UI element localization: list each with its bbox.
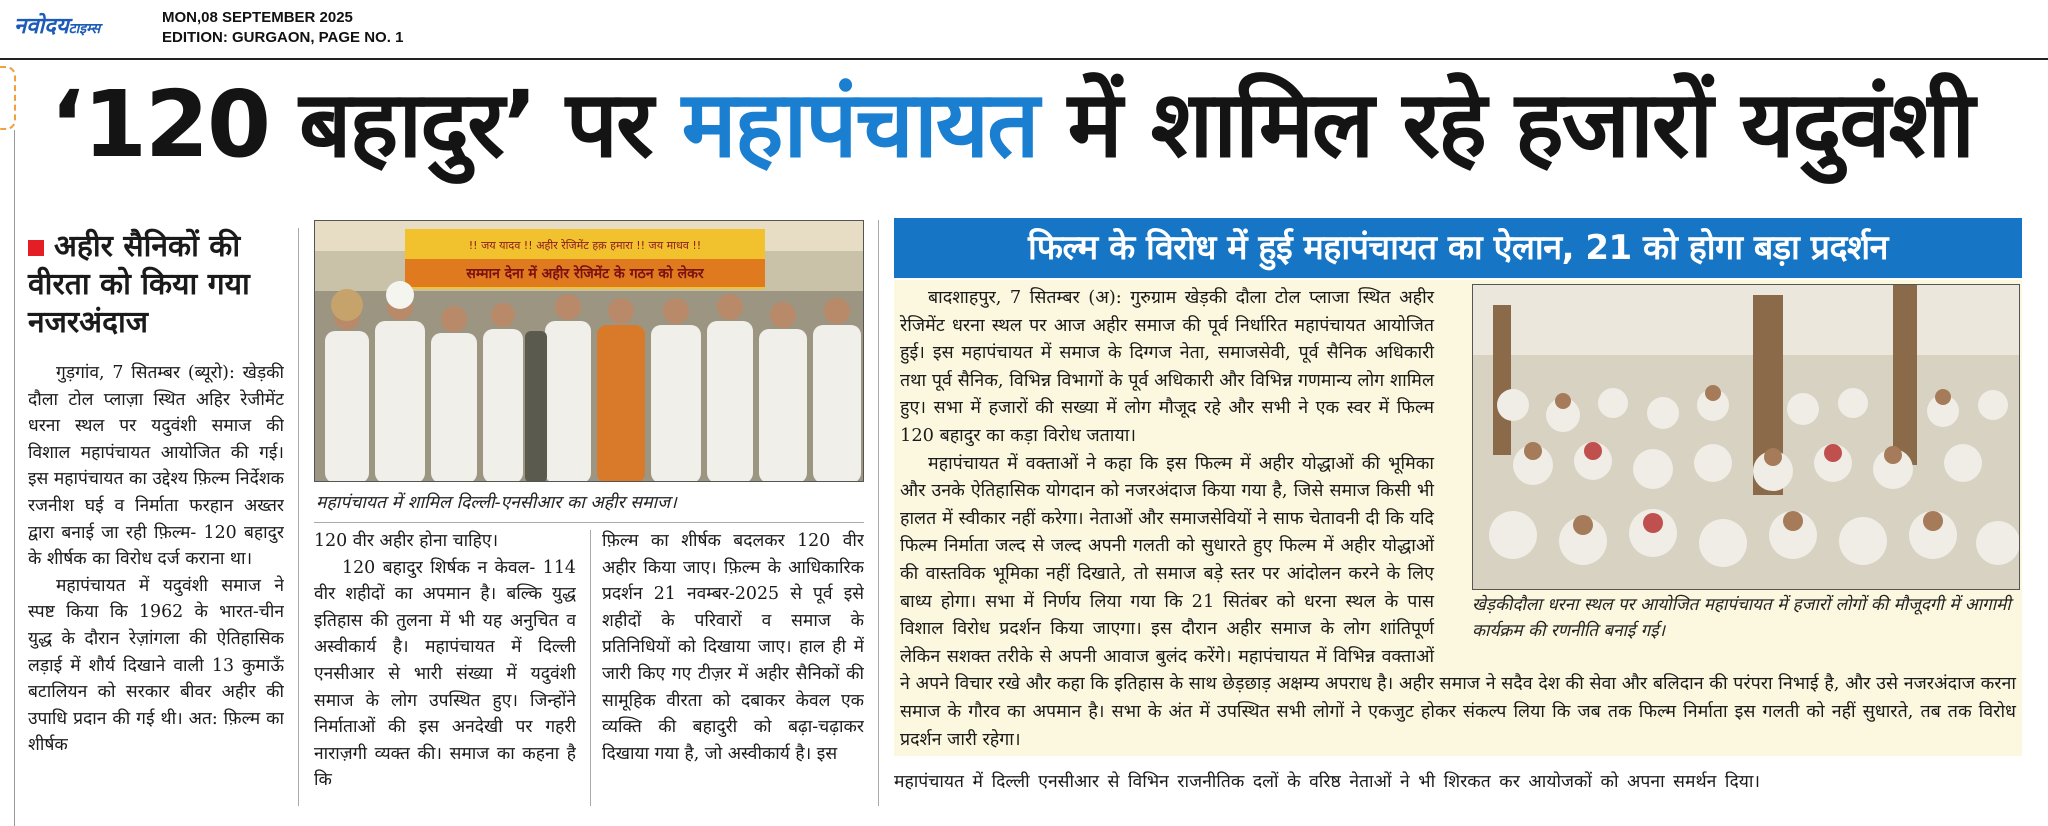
- sub-article-panel: [894, 280, 2022, 756]
- col1-paragraph-1: गुड़गांव, 7 सितम्बर (ब्यूरो): खेड़की दौला टोल प्लाज़ा स्थित अहिर रेजीमेंट धरना स्थल पर यदुवंशी समाज की विशाल महापंचायत आयोजित की गई। इस महापंचायत का उद्देश्य फ़िल्म निर्देशक रजनीश घई व निर्माता फरहान अख्तर द्वारा बनाई जा रही फ़िल्म- 120 बहादुर के शीर्षक का विरोध दर्ज कराना था।: [28, 363, 284, 570]
- red-square-bullet: [28, 240, 44, 256]
- brand-name: नवोदय: [14, 14, 69, 39]
- photo-leaders-illustration: [315, 221, 864, 482]
- sub-paragraph-2: महापंचायत में वक्ताओं ने कहा कि इस फिल्म में अहीर योद्धाओं की भूमिका और उनके ऐतिहासिक योगदान को नजरअंदाज किया गया है, जिसे समाज किसी भी हालत में स्वीकार नहीं करेगा। नेताओं और समाजसेवियों ने साफ चेतावनी दी कि यदि फिल्म निर्माता जल्द से जल्द अपनी गलती को सुधारते हुए फिल्म में अहीर योद्धाओं की वास्तविक भूमिका नहीं दिखाते, तो समाज बड़े स्तर पर आंदोलन करने के लिए बाध्य होगा। सभा में निर्णय लिया गया कि 21 सितंबर को धरना स्थल के पास विशाल विरोध प्रदर्शन किया जाएगा। इस दौरान अहीर समाज के लोग शांतिपूर्ण लेकिन सशक्त तरीके से अपनी आवाज बुलंद करेंगे। महापंचायत में विभिन्न वक्ताओं ने अपने विचार रखे और कहा कि इतिहास के साथ छेड़छाड़ अक्षम्य अपराध है। अहीर समाज ने सदैव देश की सेवा और बलिदान की परंपरा निभाई है, और उसे नजरअंदाज करना समाज के गौरव का अपमान है। सभा के अंत में उपस्थित सभी लोगों ने एकजुट होकर संकल्प लिया कि जब तक फिल्म निर्माता इस गलती को नहीं सुधारते, तब तक विरोध प्रदर्शन जारी रहेगा।: [900, 452, 2016, 750]
- article-column-3: [602, 528, 864, 806]
- article-column-1: [28, 360, 284, 806]
- brand-sub: टाइम्स: [68, 21, 101, 37]
- sub-article-banner: फिल्म के विरोध में हुई महापंचायत का ऐलान, 21 को होगा बड़ा प्रदर्शन: [894, 218, 2022, 278]
- edition-page: EDITION: GURGAON, PAGE NO. 1: [162, 29, 404, 46]
- sub-article-body: [900, 284, 2016, 753]
- photo-float-spacer: [1434, 284, 2016, 654]
- masthead: [0, 0, 2048, 60]
- side-heading-text: अहीर सैनिकों की वीरता को किया गया नजरअंदाज: [28, 229, 250, 340]
- photo-banner-line-1: !! जय यादव !! अहीर रेजिमेंट हक़ हमारा !! जय माधव !!: [468, 239, 702, 252]
- photo-banner-line-2: सम्मान देना में अहीर रेजिमेंट के गठन को लेकर: [466, 266, 704, 282]
- article-column-2: [314, 528, 576, 806]
- edition-info: [162, 8, 403, 48]
- headline-part-2: में शामिल रहे हजारों यदुवंशी: [1037, 71, 1974, 178]
- headline-part-1: ‘120 बहादुर’ पर: [50, 71, 682, 178]
- page-tab: [0, 66, 16, 130]
- col2-paragraph-1: 120 वीर अहीर होना चाहिए।: [314, 531, 499, 551]
- main-headline: [50, 66, 2010, 186]
- left-rule: [14, 130, 15, 826]
- col1-paragraph-2: महापंचायत में यदुवंशी समाज ने स्पष्ट किया कि 1962 के भारत-चीन युद्ध के दौरान रेज़ांगला की ऐतिहासिक लड़ाई में शौर्य दिखाने वाली 13 कुमाऊँ बटालियन को सरकार बीवर अहीर की उपाधि प्रदान की गई थी। अत: फ़िल्म का शीर्षक: [28, 575, 284, 756]
- newspaper-logo[interactable]: [14, 10, 100, 40]
- column-divider-2: [590, 530, 591, 806]
- caption-rule: [314, 522, 864, 523]
- section-divider: [878, 220, 879, 806]
- col2-paragraph-2: 120 बहादुर शिर्षक न केवल- 114 वीर शहीदों का अपमान है। बल्कि युद्ध इतिहास की तुलना में भी यह अनुचित व अस्वीकार्य है। महापंचायत में दिल्ली एनसीआर से भारी संख्या में यदुवंशी समाज के लोग उपस्थित हुए। जिन्होंने निर्माताओं की इस अनदेखी पर गहरी नाराज़गी व्यक्त की। समाज का कहना है कि: [314, 557, 576, 791]
- col3-paragraph-1: फ़िल्म का शीर्षक बदलकर 120 वीर अहीर किया जाए। फ़िल्म के आधिकारिक प्रदर्शन 21 नवम्बर-2025 से पूर्व इसे शहीदों के परिवारों व समाज के प्रतिनिधियों को दिखाया जाए। हाल ही में जारी किए गए टीज़र में अहीर सैनिकों की सामूहिक वीरता को दबाकर केवल एक व्यक्ति की बहादुरी को बढ़ा-चढ़ाकर दिखाया गया है, जो अस्वीकार्य है। इस: [602, 531, 864, 764]
- sub-paragraph-1: बादशाहपुर, 7 सितम्बर (अ): गुरुग्राम खेड़की दौला टोल प्लाजा स्थित अहीर रेजिमेंट धरना स्थल पर आज अहीर समाज की पूर्व निर्धारित महापंचायत आयोजित हुई। इस महापंचायत में समाज के दिग्गज नेता, समाजसेवी, पूर्व सैनिक अधिकारी तथा पूर्व सैनिक, विभिन्न विभागों के पूर्व अधिकारी और विभिन्न गणमान्य लोग शामिल हुए। सभा में हजारों की सख्या में लोग मौजूद रहे और सभी ने एक स्वर में फिल्म 120 बहादुर का कड़ा विरोध जताया।: [900, 287, 1434, 446]
- footer-line: महापंचायत में दिल्ली एनसीआर से विभिन राजनीतिक दलों के वरिष्ठ नेताओं ने भी शिरकत कर आयोजकों को अपना समर्थन दिया।: [894, 772, 1761, 792]
- headline-highlight: महापंचायत: [681, 71, 1038, 178]
- edition-date: MON,08 SEPTEMBER 2025: [162, 9, 353, 26]
- photo-crowd-caption: खेड़कीदौला धरना स्थल पर आयोजित महापंचायत में हजारों लोगों की मौजूदगी में आगामी कार्यक्रम की रणनीति बनाई गई।: [1472, 595, 2011, 641]
- photo-leaders-caption: महापंचायत में शामिल दिल्ली-एनसीआर का अहीर समाज।: [316, 493, 677, 513]
- photo-leaders-group[interactable]: [314, 220, 864, 482]
- side-heading: [28, 228, 268, 342]
- column-divider: [298, 228, 299, 806]
